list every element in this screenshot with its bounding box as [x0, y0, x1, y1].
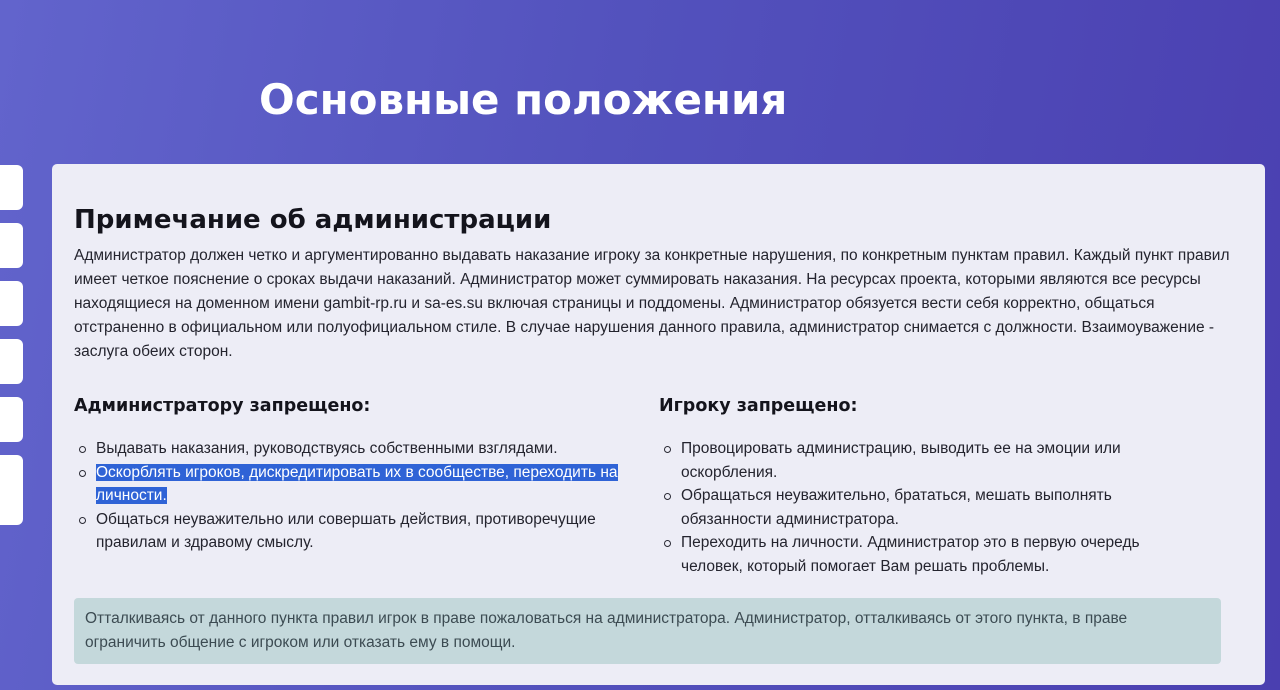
list-item-text: Обращаться неуважительно, брататься, мешать выполнять обязанности администратора.: [681, 487, 1112, 528]
list-item: [659, 437, 1181, 484]
note-alert: Отталкиваясь от данного пункта правил игрок в праве пожаловаться на администратора. Администратор, отталкиваясь от этого пункта, в праве ограничить общение с игроком или отказать ему в помощи.: [74, 598, 1221, 664]
bullet-icon: [664, 540, 671, 547]
admin-note-card: [52, 164, 1265, 685]
admin-forbidden-heading: Администратору запрещено:: [74, 396, 371, 416]
list-item-text: Выдавать наказания, руководствуясь собственными взглядами.: [96, 440, 558, 457]
list-item: [74, 437, 636, 461]
admin-forbidden-column: [74, 392, 654, 551]
side-tab-2[interactable]: [0, 223, 23, 268]
side-tab-3[interactable]: [0, 281, 23, 326]
bullet-icon: [79, 517, 86, 524]
selected-list-item-text: Оскорблять игроков, дискредитировать их в сообществе, переходить на личности.: [96, 463, 618, 504]
list-item-text: Общаться неуважительно или совершать действия, противоречущие правилам и здравому смыслу.: [96, 510, 596, 551]
player-forbidden-column: [659, 392, 1179, 575]
player-forbidden-list: [659, 437, 1181, 578]
list-item: [659, 484, 1181, 531]
side-tab-1[interactable]: [0, 165, 23, 210]
list-item-text: Переходить на личности. Администратор это в первую очередь человек, который помогает Вам решать проблемы.: [681, 534, 1140, 575]
list-item-text: Провоцировать администрацию, выводить ее на эмоции или оскорбления.: [681, 440, 1121, 481]
bullet-icon: [664, 446, 671, 453]
bullet-icon: [79, 470, 86, 477]
card-title: Примечание об администрации: [74, 205, 552, 235]
bullet-icon: [79, 446, 86, 453]
page-title: Основные положения: [259, 75, 788, 124]
player-forbidden-heading: Игроку запрещено:: [659, 396, 858, 416]
list-item: [659, 531, 1181, 578]
side-tab-6[interactable]: [0, 455, 23, 525]
side-nav: [0, 0, 24, 690]
list-item: [74, 461, 656, 508]
side-tab-4[interactable]: [0, 339, 23, 384]
list-item: [74, 508, 636, 555]
bullet-icon: [664, 493, 671, 500]
admin-forbidden-list: [74, 437, 656, 555]
side-tab-5[interactable]: [0, 397, 23, 442]
intro-paragraph: Администратор должен четко и аргументированно выдавать наказание игроку за конкретные нарушения, по конкретным пунктам правил. Каждый пункт правил имеет четкое пояснение о сроках выдачи наказаний. Администратор может суммировать наказания. На ресурсах проекта, которыми являются все ресурсы находящиеся на доменном имени gambit-rp.ru и sa-es.su включая страницы и поддомены. Администратор обязуется вести себя корректно, общаться отстраненно в официальном или полуофициальном стиле. В случае нарушения данного правила, администратор снимается с должности. Взаимоуважение - заслуга обеих сторон.: [74, 247, 1230, 360]
